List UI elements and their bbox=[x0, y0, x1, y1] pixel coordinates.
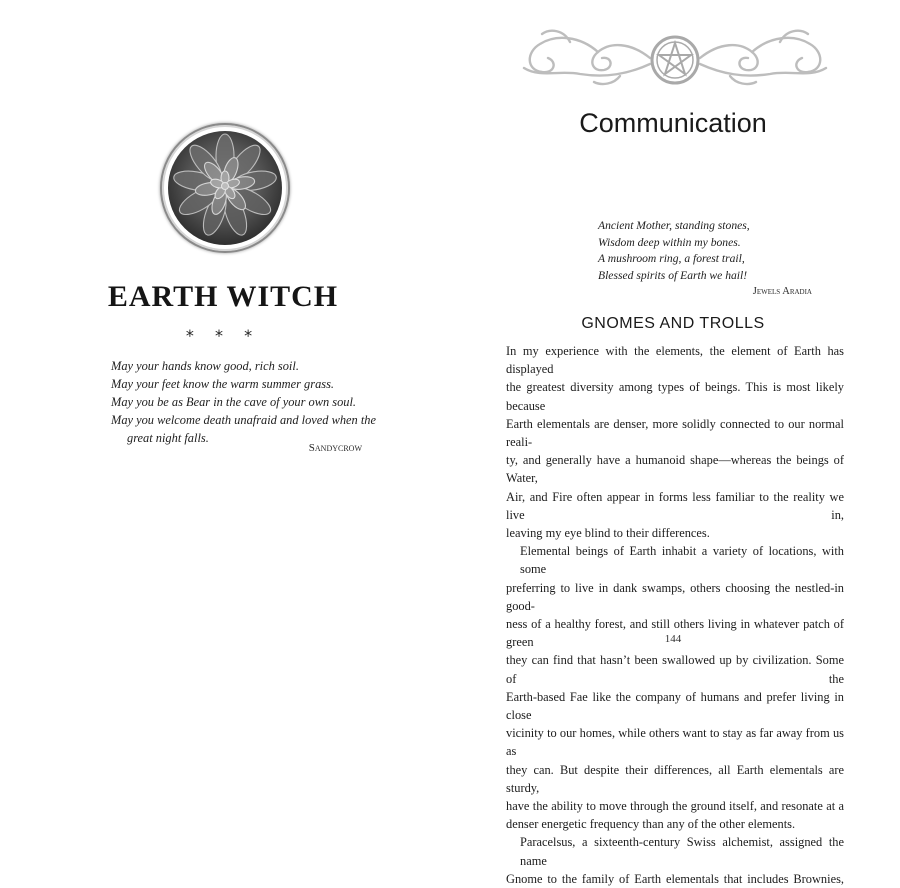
body-line: vicinity to our homes, while others want to stay as far away from us as bbox=[506, 726, 844, 759]
pentacle-flourish-ornament bbox=[510, 22, 840, 94]
poem-attribution: Jewels Aradia bbox=[752, 286, 812, 297]
body-line: Earth elementals are denser, more solidly connected to our normal reali- bbox=[506, 416, 844, 450]
poem-line: May you welcome death unafraid and loved when the bbox=[111, 413, 376, 427]
body-line: Earth-based Fae like the company of humans and prefer living in close bbox=[506, 689, 844, 723]
succulent-rosette-image bbox=[168, 131, 282, 245]
body-line: ness of a healthy forest, and still others living in whatever patch of green bbox=[506, 617, 844, 650]
poem-attribution: Sandycrow bbox=[308, 442, 362, 454]
right-page bbox=[450, 0, 900, 886]
body-line: preferring to live in dank swamps, others choosing the nestled-in good- bbox=[506, 580, 844, 613]
poem-line: May your hands know good, rich soil. bbox=[111, 359, 299, 373]
body-line: Air, and Fire often appear in forms less familiar to the reality we live in, bbox=[506, 489, 844, 522]
poem-line: May your feet know the warm summer grass. bbox=[111, 377, 335, 391]
body-line: Elemental beings of Earth inhabit a variety of locations, with some bbox=[520, 544, 844, 577]
body-line: leaving my eye blind to their differences. bbox=[506, 526, 710, 541]
poem-line: great night falls. bbox=[127, 431, 209, 445]
chapter-medallion bbox=[160, 123, 290, 253]
body-line: denser energetic frequency than any of the other elements. bbox=[506, 817, 796, 832]
epigraph-poem bbox=[598, 218, 838, 284]
epigraph-poem bbox=[111, 357, 376, 447]
body-line: they can find that hasn’t been swallowed up by civilization. Some of the bbox=[506, 653, 844, 686]
body-line: ty, and generally have a humanoid shape—whereas the beings of Water, bbox=[506, 453, 844, 486]
body-line: have the ability to move through the ground itself, and resonate at a bbox=[506, 799, 844, 814]
poem-line: May you be as Bear in the cave of your own soul. bbox=[111, 395, 357, 409]
body-line: Gnome to the family of Earth elementals that includes Brownies, bbox=[506, 871, 844, 886]
page-number: 144 bbox=[664, 633, 682, 645]
left-page bbox=[0, 0, 450, 675]
body-line: they can. But despite their differences, all Earth elementals are sturdy, bbox=[506, 762, 844, 795]
poem-line: A mushroom ring, a forest trail, bbox=[598, 252, 745, 265]
body-line: Paracelsus, a sixteenth-century Swiss alchemist, assigned the name bbox=[520, 835, 844, 868]
poem-line: Wisdom deep within my bones. bbox=[598, 235, 741, 249]
subheading: GNOMES AND TROLLS bbox=[581, 315, 765, 332]
chapter-title: EARTH WITCH bbox=[107, 280, 339, 313]
ornament-stars: * * * bbox=[185, 326, 261, 345]
succulent-rosette-icon bbox=[168, 131, 282, 245]
body-line: the greatest diversity among types of beings. This is most likely because bbox=[506, 380, 844, 413]
body-text bbox=[506, 342, 844, 888]
poem-line: Ancient Mother, standing stones, bbox=[598, 219, 750, 232]
body-line: In my experience with the elements, the element of Earth has displayed bbox=[506, 344, 844, 377]
poem-line: Blessed spirits of Earth we hail! bbox=[598, 268, 748, 282]
section-title: Communication bbox=[579, 108, 767, 138]
